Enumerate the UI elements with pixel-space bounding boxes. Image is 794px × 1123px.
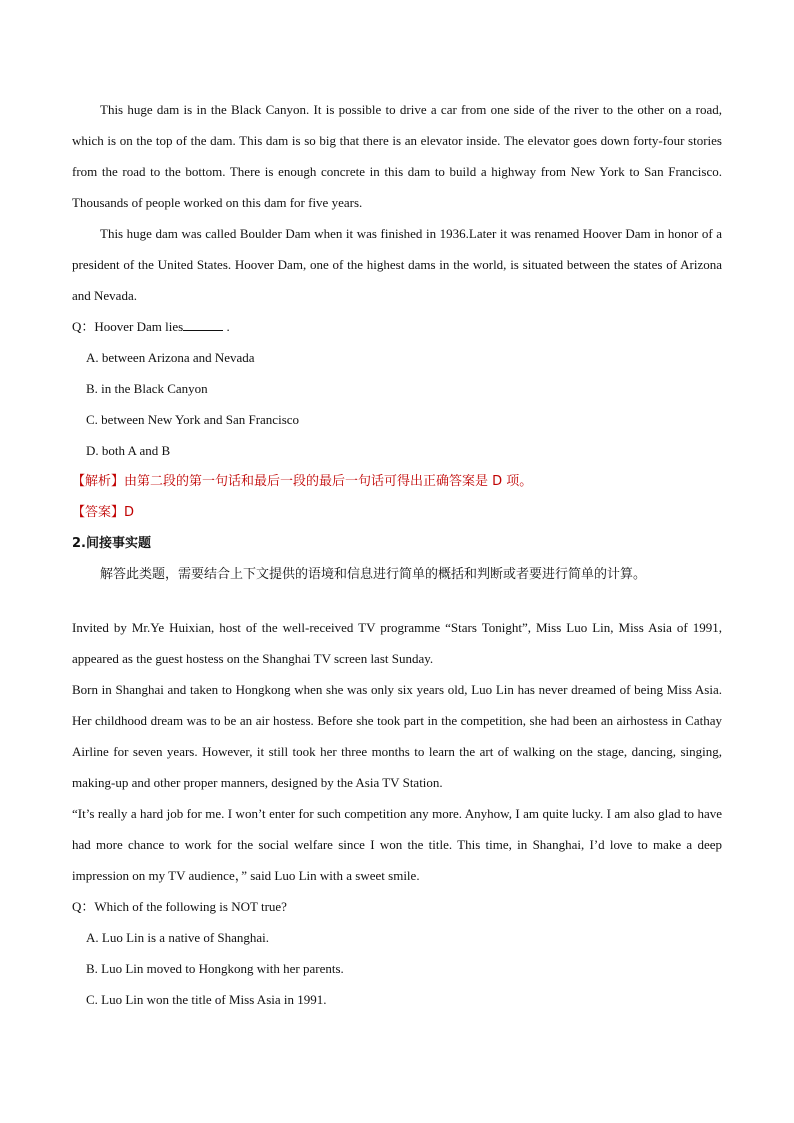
question2-option-a: A. Luo Lin is a native of Shanghai. <box>86 930 270 945</box>
spacer <box>72 590 722 612</box>
section2-intro: 解答此类题，需要结合上下文提供的语境和信息进行简单的概括和判断或者要进行简单的计算。 <box>100 567 647 582</box>
section2-heading: 2.间接事实题 <box>72 536 151 551</box>
passage2-paragraph-3: “It’s really a hard job for me. I won’t enter for such competition any more. Anyhow, I am quite lucky. I am also glad to have had more chance to work for the social welfare since I won the title. This time, in Shanghai, I’d love to make a deep impression on my TV audience，” said Luo Lin with a sweet smile. <box>72 806 722 883</box>
question2-option-c: C. Luo Lin won the title of Miss Asia in 1991. <box>86 992 327 1007</box>
answer-blank <box>183 318 223 331</box>
question1-prefix: Q：Hoover Dam lies <box>72 319 184 334</box>
question1-stem <box>72 311 722 342</box>
question1-option-a: A. between Arizona and Nevada <box>86 350 255 365</box>
passage1-paragraph-1: This huge dam is in the Black Canyon. It is possible to drive a car from one side of the river to the other on a road, which is on the top of the dam. This dam is so big that there is an elevator inside. The elevator goes down forty-four stories from the road to the bottom. There is enough concrete in this dam to build a highway from New York to San Francisco. Thousands of people worked on this dam for five years. <box>72 102 722 210</box>
question1-option-d: D. both A and B <box>86 443 171 458</box>
question2-stem: Q：Which of the following is NOT true? <box>72 899 287 914</box>
passage2-paragraph-2: Born in Shanghai and taken to Hongkong when she was only six years old, Luo Lin has never dreamed of being Miss Asia. Her childhood dream was to be an air hostess. Before she took part in the competition, she had been an airhostess in Cathay Airline for seven years. However, it still took her three months to learn the art of walking on the stage, dancing, singing, making-up and other proper manners, designed by the Asia TV Station. <box>72 682 722 790</box>
question1-analysis: 【解析】由第二段的第一句话和最后一段的最后一句话可得出正确答案是 D 项。 <box>72 474 533 489</box>
passage2-paragraph-1: Invited by Mr.Ye Huixian, host of the well-received TV programme “Stars Tonight”, Miss Luo Lin, Miss Asia of 1991, appeared as the guest hostess on the Shanghai TV screen last Sunday. <box>72 620 722 666</box>
question2-option-b: B. Luo Lin moved to Hongkong with her parents. <box>86 961 344 976</box>
question1-suffix: . <box>223 319 230 334</box>
question1-option-c: C. between New York and San Francisco <box>86 412 300 427</box>
document-content <box>72 94 722 1015</box>
passage1-paragraph-2: This huge dam was called Boulder Dam when it was finished in 1936.Later it was renamed Hoover Dam in honor of a president of the United States. Hoover Dam, one of the highest dams in the world, is situated between the states of Arizona and Nevada. <box>72 226 722 303</box>
question1-option-b: B. in the Black Canyon <box>86 381 208 396</box>
question1-answer: 【答案】D <box>72 505 135 520</box>
